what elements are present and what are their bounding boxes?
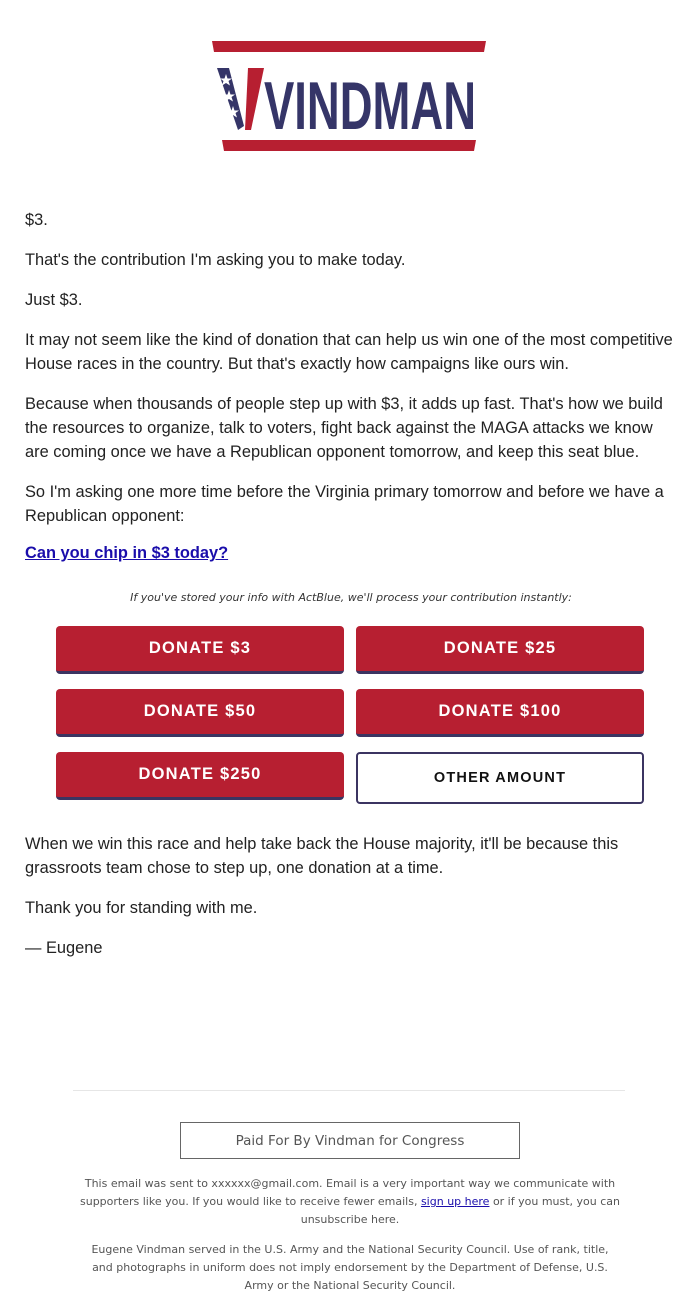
campaign-logo <box>0 38 700 158</box>
donate-button-grid <box>25 626 677 808</box>
closing-paragraph: Thank you for standing with me. <box>25 899 258 917</box>
body-paragraph: $3. <box>25 211 48 229</box>
body-paragraph: So I'm asking one more time before the Virginia primary tomorrow and before we have a Republican opponent: <box>25 483 664 525</box>
logo-v-right <box>245 68 264 130</box>
body-paragraph: Because when thousands of people step up with $3, it adds up fast. That's how we build the resources to organize, talk to voters, fight back against the MAGA attacks we know are coming once we have a Republican opponent tomorrow, and keep this seat blue. <box>25 395 663 461</box>
body-paragraph: That's the contribution I'm asking you to make today. <box>25 251 406 269</box>
donate-250-button[interactable]: DONATE $250 <box>56 752 344 800</box>
email-sent-note <box>80 1175 620 1229</box>
sent-text: This email was sent to xxxxxx@gmail.com. Email is a very important way we communicate with supporters like you. If you would like to receive fewer emails, <box>80 1177 616 1208</box>
actblue-note: If you've stored your info with ActBlue, we'll process your contribution instantly: <box>130 591 572 604</box>
other-amount-button[interactable]: OTHER AMOUNT <box>356 752 644 804</box>
body-paragraph: Just $3. <box>25 291 83 309</box>
email-body <box>25 208 677 976</box>
vindman-logo <box>212 38 488 156</box>
donate-25-button[interactable]: DONATE $25 <box>356 626 644 674</box>
donate-3-button[interactable]: DONATE $3 <box>56 626 344 674</box>
closing-paragraph: When we win this race and help take back the House majority, it'll be because this grassroots team chose to step up, one donation at a time. <box>25 835 619 877</box>
unsubscribe-text[interactable]: or if you must, you can unsubscribe here. <box>300 1195 621 1226</box>
body-paragraph: It may not seem like the kind of donation that can help us win one of the most competitive House races in the country. But that's exactly how campaigns like ours win. <box>25 331 673 373</box>
paid-for-box: Paid For By Vindman for Congress <box>180 1122 520 1159</box>
chip-in-link[interactable]: Can you chip in $3 today? <box>25 544 229 562</box>
footer-divider <box>73 1090 625 1091</box>
donate-100-button[interactable]: DONATE $100 <box>356 689 644 737</box>
signature: — Eugene <box>25 939 103 957</box>
disclaimer: Eugene Vindman served in the U.S. Army and the National Security Council. Use of rank, title, and photographs in uniform does not imply endorsement by the Department of Defense, U.S. Army or the National Security Council. <box>91 1243 609 1292</box>
logo-wordmark: VINDMAN <box>264 68 476 144</box>
donate-50-button[interactable]: DONATE $50 <box>56 689 344 737</box>
logo-top-stripe <box>212 41 486 52</box>
sign-up-link[interactable]: sign up here <box>420 1195 490 1208</box>
